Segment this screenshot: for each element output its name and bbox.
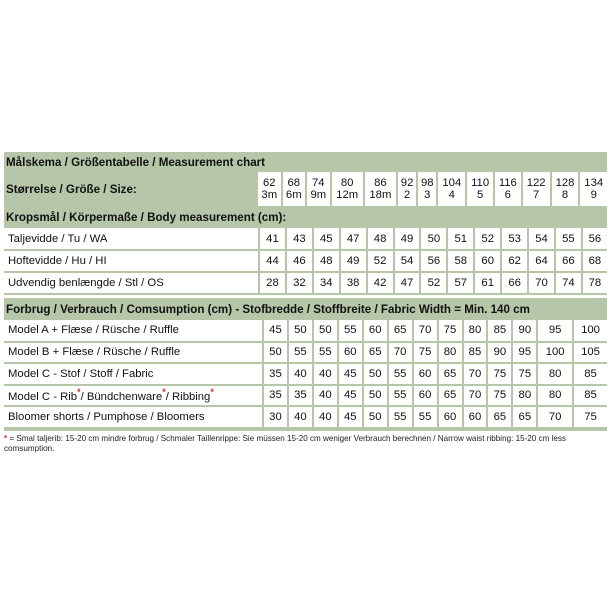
size-age: 6 bbox=[504, 189, 511, 201]
value-cell: 55 bbox=[388, 363, 413, 385]
value-cell: 46 bbox=[286, 250, 313, 272]
size-age: 9 bbox=[590, 189, 597, 201]
value-cell: 55 bbox=[388, 406, 413, 428]
value-cell: 60 bbox=[438, 406, 463, 428]
footnote-text: = Smal taljerib: 15-20 cm mindre forbrug / Schmaler Taillenrippe: Sie müssen 15-20 cm weniger Verbrauch berechnen / Narrow waist ribbing: 15-20 cm less comsumption. bbox=[4, 434, 566, 453]
footnote bbox=[4, 434, 604, 454]
row-label: Model A + Flæse / Rüsche / Ruffle bbox=[4, 320, 263, 342]
value-cell: 65 bbox=[438, 363, 463, 385]
value-cell: 35 bbox=[263, 385, 288, 407]
value-cell: 54 bbox=[394, 250, 421, 272]
value-cell: 70 bbox=[413, 320, 438, 342]
value-cell: 100 bbox=[537, 342, 573, 364]
value-cell: 41 bbox=[259, 228, 286, 250]
value-cell: 75 bbox=[487, 385, 512, 407]
size-table bbox=[4, 172, 607, 206]
value-cell: 75 bbox=[573, 406, 607, 428]
value-cell: 78 bbox=[582, 272, 607, 294]
asterisk-marker: * bbox=[162, 387, 166, 398]
value-cell: 95 bbox=[512, 342, 537, 364]
value-cell: 105 bbox=[573, 342, 607, 364]
value-cell: 43 bbox=[286, 228, 313, 250]
value-cell: 85 bbox=[487, 320, 512, 342]
size-cm: 128 bbox=[555, 177, 575, 189]
size-row-label: Størrelse / Größe / Size: bbox=[6, 182, 137, 196]
value-cell: 65 bbox=[512, 406, 537, 428]
value-cell: 50 bbox=[288, 320, 313, 342]
consumption-row bbox=[4, 385, 607, 407]
value-cell: 50 bbox=[363, 406, 388, 428]
value-cell: 68 bbox=[582, 250, 607, 272]
size-cm: 68 bbox=[287, 177, 301, 189]
size-cell bbox=[522, 172, 551, 206]
value-cell: 74 bbox=[555, 272, 582, 294]
size-cell bbox=[364, 172, 397, 206]
value-cell: 70 bbox=[463, 363, 488, 385]
value-cell: 65 bbox=[438, 385, 463, 407]
row-label: Model B + Flæse / Rüsche / Ruffle bbox=[4, 342, 263, 364]
body-measurement-row bbox=[4, 250, 607, 272]
value-cell: 30 bbox=[263, 406, 288, 428]
value-cell: 95 bbox=[537, 320, 573, 342]
value-cell: 60 bbox=[363, 320, 388, 342]
consumption-row bbox=[4, 320, 607, 342]
body-measurement-row bbox=[4, 272, 607, 294]
value-cell: 80 bbox=[463, 320, 488, 342]
measurement-chart-title: Målskema / Größentabelle / Measurement chart bbox=[6, 156, 266, 169]
size-cell bbox=[306, 172, 331, 206]
size-age: 18m bbox=[369, 189, 392, 201]
value-cell: 40 bbox=[288, 363, 313, 385]
value-cell: 52 bbox=[367, 250, 394, 272]
value-cell: 55 bbox=[413, 406, 438, 428]
value-cell: 75 bbox=[438, 320, 463, 342]
value-cell: 58 bbox=[447, 250, 474, 272]
value-cell: 55 bbox=[555, 228, 582, 250]
size-cell bbox=[331, 172, 364, 206]
row-label: Udvendig benlængde / Stl / OS bbox=[4, 272, 259, 294]
value-cell: 35 bbox=[263, 363, 288, 385]
value-cell: 40 bbox=[313, 406, 338, 428]
body-measurement-title: Kropsmål / Körpermaße / Body measurement (cm): bbox=[6, 211, 287, 224]
value-cell: 28 bbox=[259, 272, 286, 294]
size-cm: 62 bbox=[262, 177, 276, 189]
size-cell bbox=[417, 172, 437, 206]
value-cell: 53 bbox=[501, 228, 528, 250]
value-cell: 60 bbox=[338, 342, 363, 364]
size-cm: 134 bbox=[584, 177, 604, 189]
value-cell: 75 bbox=[512, 363, 537, 385]
size-cm: 74 bbox=[312, 177, 325, 189]
size-cm: 98 bbox=[420, 177, 434, 189]
consumption-table bbox=[4, 320, 607, 429]
row-label: Taljevidde / Tu / WA bbox=[4, 228, 259, 250]
value-cell: 61 bbox=[474, 272, 501, 294]
value-cell: 45 bbox=[338, 385, 363, 407]
size-age: 5 bbox=[476, 189, 484, 201]
row-label: Model C - Rib*/ Bündchenware*/ Ribbing* bbox=[4, 385, 263, 407]
consumption-section bbox=[4, 298, 607, 431]
value-cell: 49 bbox=[394, 228, 421, 250]
row-label: Bloomer shorts / Pumphose / Bloomers bbox=[4, 406, 263, 428]
value-cell: 66 bbox=[501, 272, 528, 294]
size-age: 4 bbox=[448, 189, 455, 201]
value-cell: 65 bbox=[363, 342, 388, 364]
value-cell: 57 bbox=[447, 272, 474, 294]
value-cell: 52 bbox=[420, 272, 447, 294]
value-cell: 56 bbox=[582, 228, 607, 250]
value-cell: 55 bbox=[388, 385, 413, 407]
value-cell: 90 bbox=[512, 320, 537, 342]
consumption-row bbox=[4, 342, 607, 364]
value-cell: 50 bbox=[420, 228, 447, 250]
value-cell: 47 bbox=[394, 272, 421, 294]
asterisk-marker: * bbox=[77, 387, 81, 398]
value-cell: 66 bbox=[555, 250, 582, 272]
size-cm: 80 bbox=[340, 177, 354, 189]
value-cell: 50 bbox=[363, 385, 388, 407]
value-cell: 85 bbox=[573, 363, 607, 385]
value-cell: 40 bbox=[288, 406, 313, 428]
size-cell bbox=[257, 172, 282, 206]
value-cell: 55 bbox=[313, 342, 338, 364]
size-cm: 122 bbox=[526, 177, 546, 189]
size-age: 2 bbox=[403, 189, 411, 201]
size-cm: 92 bbox=[400, 177, 414, 189]
value-cell: 47 bbox=[340, 228, 367, 250]
size-age: 9m bbox=[310, 189, 327, 201]
value-cell: 40 bbox=[313, 363, 338, 385]
size-cell bbox=[466, 172, 494, 206]
measurement-chart-section bbox=[4, 152, 607, 295]
value-cell: 32 bbox=[286, 272, 313, 294]
value-cell: 45 bbox=[338, 406, 363, 428]
size-cell bbox=[551, 172, 580, 206]
value-cell: 38 bbox=[340, 272, 367, 294]
value-cell: 55 bbox=[288, 342, 313, 364]
size-age: 7 bbox=[532, 189, 540, 201]
value-cell: 45 bbox=[313, 228, 340, 250]
value-cell: 60 bbox=[474, 250, 501, 272]
size-age: 6m bbox=[285, 189, 302, 201]
size-cell bbox=[397, 172, 417, 206]
value-cell: 65 bbox=[388, 320, 413, 342]
body-measurement-row bbox=[4, 228, 607, 250]
value-cell: 70 bbox=[388, 342, 413, 364]
value-cell: 60 bbox=[413, 385, 438, 407]
value-cell: 90 bbox=[487, 342, 512, 364]
asterisk-marker: * bbox=[210, 387, 214, 398]
size-cm: 110 bbox=[471, 177, 490, 189]
value-cell: 48 bbox=[367, 228, 394, 250]
value-cell: 50 bbox=[363, 363, 388, 385]
value-cell: 70 bbox=[537, 406, 573, 428]
value-cell: 80 bbox=[512, 385, 537, 407]
value-cell: 85 bbox=[573, 385, 607, 407]
value-cell: 80 bbox=[438, 342, 463, 364]
value-cell: 48 bbox=[313, 250, 340, 272]
size-cm: 86 bbox=[374, 177, 387, 189]
value-cell: 70 bbox=[528, 272, 555, 294]
value-cell: 80 bbox=[537, 363, 573, 385]
consumption-row bbox=[4, 406, 607, 428]
value-cell: 34 bbox=[313, 272, 340, 294]
value-cell: 62 bbox=[501, 250, 528, 272]
value-cell: 85 bbox=[463, 342, 488, 364]
value-cell: 51 bbox=[447, 228, 474, 250]
consumption-row bbox=[4, 363, 607, 385]
value-cell: 52 bbox=[474, 228, 501, 250]
value-cell: 70 bbox=[463, 385, 488, 407]
size-cell bbox=[579, 172, 607, 206]
value-cell: 75 bbox=[413, 342, 438, 364]
value-cell: 100 bbox=[573, 320, 607, 342]
row-label: Hoftevidde / Hu / HI bbox=[4, 250, 259, 272]
value-cell: 65 bbox=[487, 406, 512, 428]
footnote-marker: * bbox=[4, 434, 8, 443]
value-cell: 80 bbox=[537, 385, 573, 407]
value-cell: 35 bbox=[288, 385, 313, 407]
size-age: 3m bbox=[261, 189, 278, 201]
value-cell: 49 bbox=[340, 250, 367, 272]
value-cell: 44 bbox=[259, 250, 286, 272]
row-label: Model C - Stof / Stoff / Fabric bbox=[4, 363, 263, 385]
size-cm: 116 bbox=[498, 177, 517, 189]
size-cm: 104 bbox=[442, 177, 462, 189]
size-age: 8 bbox=[561, 189, 569, 201]
size-cell bbox=[494, 172, 522, 206]
value-cell: 55 bbox=[338, 320, 363, 342]
value-cell: 60 bbox=[463, 406, 488, 428]
size-age: 12m bbox=[336, 189, 359, 201]
value-cell: 54 bbox=[528, 228, 555, 250]
value-cell: 64 bbox=[528, 250, 555, 272]
value-cell: 42 bbox=[367, 272, 394, 294]
value-cell: 45 bbox=[263, 320, 288, 342]
value-cell: 45 bbox=[338, 363, 363, 385]
body-measurement-table bbox=[4, 228, 607, 295]
consumption-title: Forbrug / Verbrauch / Comsumption (cm) - Stofbredde / Stoffbreite / Fabric Width = Min. 140 cm bbox=[6, 303, 530, 316]
value-cell: 40 bbox=[313, 385, 338, 407]
value-cell: 60 bbox=[413, 363, 438, 385]
value-cell: 50 bbox=[313, 320, 338, 342]
size-cell bbox=[282, 172, 307, 206]
size-age: 3 bbox=[424, 189, 431, 201]
value-cell: 75 bbox=[487, 363, 512, 385]
value-cell: 50 bbox=[263, 342, 288, 364]
size-cell bbox=[437, 172, 466, 206]
value-cell: 56 bbox=[420, 250, 447, 272]
